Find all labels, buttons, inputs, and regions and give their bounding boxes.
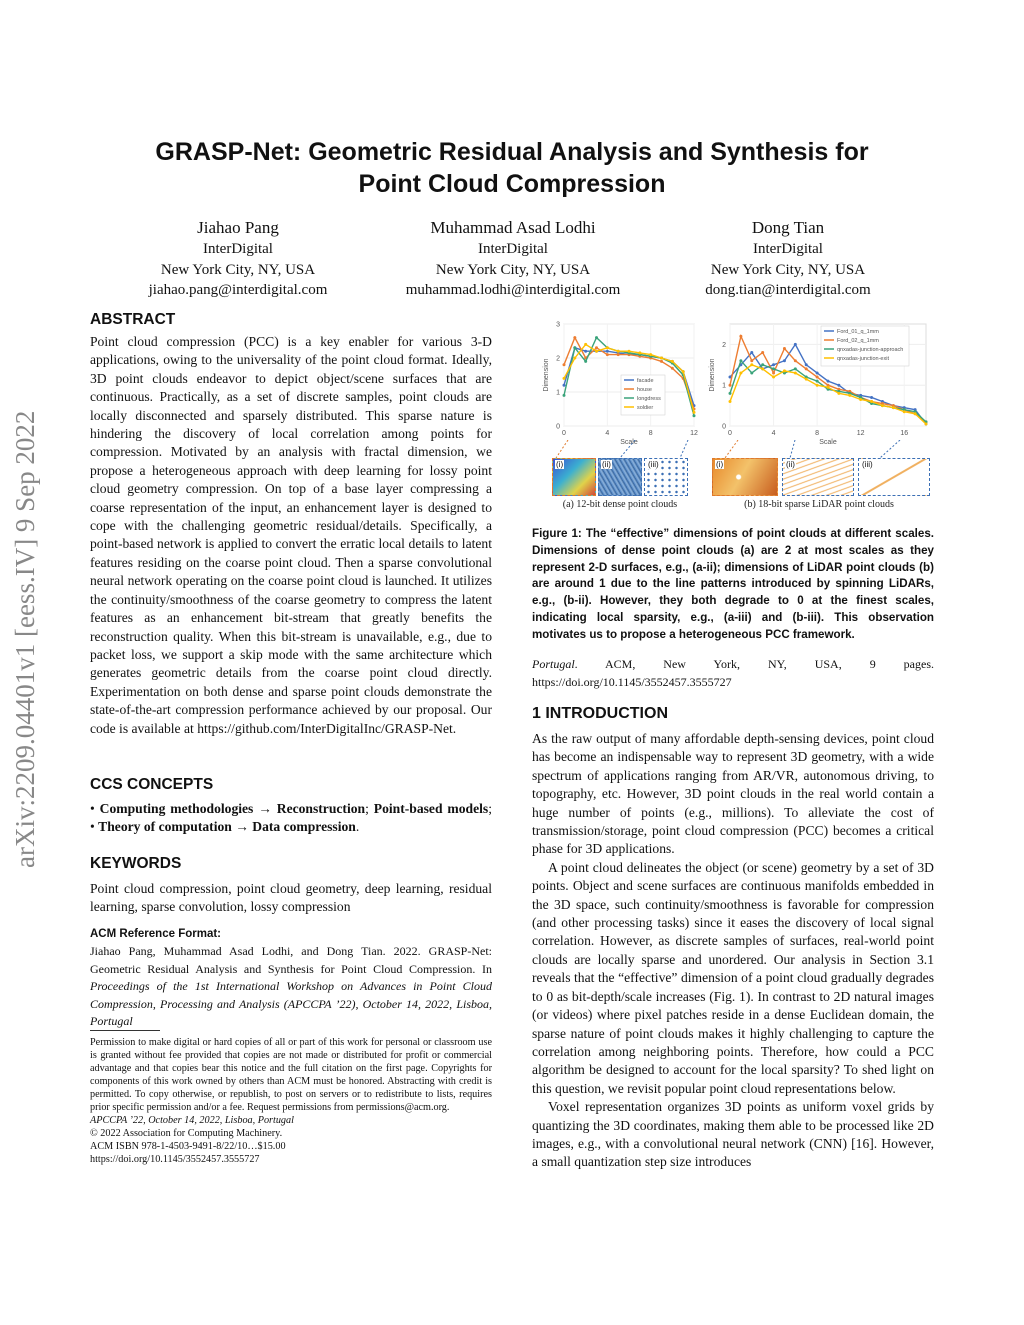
data-point (595, 346, 598, 349)
inset-b-iii (858, 458, 930, 496)
author-location: New York City, NY, USA (710, 261, 866, 278)
data-point (573, 357, 576, 360)
data-point (816, 371, 819, 374)
data-point (772, 367, 775, 370)
data-point (772, 363, 775, 366)
inset-connectors (540, 440, 940, 460)
data-point (729, 400, 732, 403)
data-point (837, 392, 840, 395)
data-point (671, 360, 674, 363)
permission-text: Permission to make digital or hard copies of all or part of this work for personal or classroom use is granted without fee provided that copies are not made or distributed for profit or commercial advantage and that copies bear this notice and the full citation on the first page. Copyrights for components of this work owned by others than ACM must be honored. Abstracting with credit is permitted. To copy otherwise, or republish, to post on servers or to redistribute to lists, requires prior specific permission and/or a fee. Request permissions from permissions@acm.org. (90, 1037, 492, 1113)
author-name: Jiahao Pang (197, 218, 279, 237)
data-point (750, 351, 753, 354)
inset-a-i (552, 458, 596, 496)
data-point (660, 360, 663, 363)
author-name: Muhammad Asad Lodhi (430, 218, 596, 237)
inset-label: (i) (716, 460, 724, 469)
legend-label: soldier (637, 405, 654, 411)
data-point (693, 414, 696, 417)
data-point (870, 400, 873, 403)
intro-heading: 1 INTRODUCTION (532, 705, 668, 722)
data-point (584, 350, 587, 353)
author-affiliation: InterDigital (753, 241, 823, 257)
acm-ref-publisher: . ACM, New York, NY, USA, 9 pages. https://doi.org/10.1145/3552457.3555727 (532, 657, 934, 689)
author-name: Dong Tian (751, 218, 825, 237)
author-block-3 (672, 217, 904, 301)
data-point (827, 380, 830, 383)
data-point (772, 376, 775, 379)
figure-1b-chart (706, 316, 932, 448)
inset-label: (iii) (862, 460, 873, 469)
data-point (739, 371, 742, 374)
intro-text (532, 730, 934, 1172)
author-email: jiahao.pang@interdigital.com (148, 282, 328, 298)
x-tick-label: 4 (771, 430, 776, 437)
data-point (816, 384, 819, 387)
inset-label: (ii) (602, 460, 611, 469)
data-point (729, 392, 732, 395)
x-tick-label: 4 (605, 430, 610, 437)
y-tick-label: 0 (556, 423, 560, 431)
data-point (794, 359, 797, 362)
author-affiliation: InterDigital (203, 241, 273, 257)
inset-b-ii (782, 458, 854, 496)
ccs-term: Theory of computation (98, 819, 232, 835)
acm-ref-venue: Proceedings of the 1st International Workshop on Advances in Point Cloud Compression, Processing and Analysis (APCCPA ’22), October 14, 2022, Lisboa, Portugal (90, 979, 492, 1028)
x-tick-label: 12 (690, 430, 698, 437)
arrow-glyph: → (235, 819, 249, 835)
legend-label: house (637, 387, 652, 393)
abstract-heading: ABSTRACT (90, 311, 176, 328)
data-point (892, 406, 895, 409)
inset-label: (iii) (648, 460, 659, 469)
x-tick-label: 0 (562, 430, 566, 437)
permission-venue: APCCPA ’22, October 14, 2022, Lisboa, Portugal (90, 1115, 294, 1126)
data-point (903, 410, 906, 413)
data-point (628, 350, 631, 353)
data-point (914, 412, 917, 415)
x-tick-label: 12 (856, 430, 865, 437)
data-point (805, 367, 808, 370)
data-point (761, 363, 764, 366)
data-point (563, 394, 566, 397)
acm-ref-heading: ACM Reference Format: (90, 928, 221, 940)
ccs-term: Reconstruction (276, 801, 366, 816)
data-point (638, 351, 641, 354)
intro-paragraph-3: Voxel representation organizes 3D points as uniform voxel grids by quantizing the 3D coordinates, making them able to be processed like 2D images, e.g., with a convolutional neural network (CNN) [16]. However, a small quantization step size introduces (532, 1099, 934, 1170)
legend-label: Ford_01_q_1mm (837, 329, 879, 335)
permission-block (90, 1036, 492, 1166)
data-point (761, 367, 764, 370)
y-tick-label: 1 (556, 389, 560, 397)
figure-1a-chart (540, 316, 700, 448)
data-point (783, 347, 786, 350)
acm-ref-continued (532, 656, 934, 691)
data-point (693, 411, 696, 414)
x-axis-label: Scale (819, 439, 837, 446)
keywords-text: Point cloud compression, point cloud geometry, deep learning, residual learning, sparse convolution, lossy compression (90, 881, 492, 915)
data-point (761, 351, 764, 354)
y-axis-label: Dimension (709, 358, 716, 392)
ccs-term: Data compression (252, 819, 356, 835)
title-line-2: Point Cloud Compression (358, 170, 666, 198)
data-point (848, 394, 851, 397)
data-point (739, 335, 742, 338)
legend-label: facade (637, 378, 654, 384)
data-point (584, 360, 587, 363)
data-point (870, 396, 873, 399)
data-point (794, 343, 797, 346)
author-block-1 (118, 217, 358, 301)
data-point (859, 398, 862, 401)
arxiv-stamp: arXiv:2209.04401v1 [eess.IV] 9 Sep 2022 (10, 410, 40, 868)
abstract-text: Point cloud compression (PCC) is a key enabler for various 3-D applications, owing to the universality of the point cloud format. Ideally, 3D point clouds endeavor to depict object/scene surfaces that are continuous. Practically, as a set of discrete samples, point clouds are locally disconnected and sparsely distributed. This sparse nature is hindering the discovery of local correlation among points for compression. Motivated by an analysis with fractal dimension, we propose a heterogeneous approach with deep learning for lossy point cloud geometry compression. On top of a base layer compressing a coarse representation of the input, an enhancement layer is designed to cope with the challenging geometric residual/details. Specifically, a point-based network is applied to convert the erratic local details to latent features residing on the coarse point cloud. Then a sparse convolutional neural network operating on the coarse point cloud is launched. It utilizes the continuity/smoothness of the coarse geometry to compress the latent features as an enhancement bit-stream that greatly benefits the reconstruction quality. When this bit-stream is unavailable, e.g., due to packet loss, we support a skip mode with the same architecture which generates geometric details from the coarse point cloud directly. Experimentation on both dense and sparse point clouds demonstrate the state-of-the-art compression performance achieved by our proposal. Our code is available at https://github.com/InterDigitalInc/GRASP-Net. (90, 334, 492, 736)
ccs-text: • Computing methodologies → Reconstruction; Point-based models; • Theory of computation → Data compression. (90, 801, 492, 835)
data-point (827, 386, 830, 389)
x-axis-label: Scale (620, 439, 638, 446)
figure-caption: Figure 1: The “effective” dimensions of point clouds at different scales. Dimensions of dense point clouds (a) are 2 at most scales as they represent 2-D surfaces, e.g., (a-ii); dimensions of LiDAR point clouds (b) are around 1 due to the line patterns introduced by spinning LiDARs, e.g., (b-ii). However, they both degrade to 0 at the finest scales, indicating local sparsity, e.g., (a-iii) and (b-iii). This observation motivates us to propose a heterogeneous PCC framework. (532, 527, 934, 641)
data-point (606, 350, 609, 353)
inset-label: (ii) (786, 460, 795, 469)
ccs-term: Point-based models (373, 801, 489, 816)
acm-ref-venue-tail: Portugal (532, 657, 575, 671)
data-point (739, 359, 742, 362)
y-tick-label: 3 (556, 321, 560, 329)
data-point (584, 343, 587, 346)
data-point (573, 336, 576, 339)
legend-label: longdress (637, 396, 661, 402)
acm-ref-text (90, 943, 492, 1031)
legend-label: Ford_02_q_1mm (837, 338, 879, 344)
keywords-heading: KEYWORDS (90, 855, 182, 872)
data-point (783, 369, 786, 372)
data-point (606, 346, 609, 349)
data-point (837, 384, 840, 387)
data-point (881, 404, 884, 407)
data-point (617, 350, 620, 353)
data-point (671, 367, 674, 370)
data-point (750, 359, 753, 362)
inset-a-ii (598, 458, 642, 496)
ccs-term: Computing methodologies (99, 801, 254, 816)
x-tick-label: 0 (728, 430, 732, 437)
permission-doi: https://doi.org/10.1145/3552457.3555727 (90, 1154, 260, 1165)
inset-a-iii (644, 458, 688, 496)
subcaption-b: (b) 18-bit sparse LiDAR point clouds (744, 499, 894, 510)
permission-copyright: © 2022 Association for Computing Machinery. (90, 1128, 283, 1139)
data-point (805, 378, 808, 381)
inset-label: (i) (556, 460, 564, 469)
acm-ref-authors: Jiahao Pang, Muhammad Asad Lodhi, and Dong Tian. 2022. GRASP-Net: Geometric Residual Analysis and Synthesis for Point Cloud Compression. In (90, 944, 492, 976)
x-tick-label: 8 (815, 430, 820, 437)
author-affiliation: InterDigital (478, 241, 548, 257)
data-point (805, 363, 808, 366)
subcaption-a: (a) 12-bit dense point clouds (562, 499, 678, 510)
y-tick-label: 2 (722, 341, 726, 349)
legend-label: qnxadas-junction-approach (837, 347, 904, 353)
data-point (750, 371, 753, 374)
data-point (816, 380, 819, 383)
author-location: New York City, NY, USA (435, 261, 591, 278)
intro-paragraph-2: A point cloud delineates the object (or scene) geometry by a set of 3D points. Object and scene surfaces are continuous manifolds embedded in the 3D space, such continuity/smoothness is favorable for compression (and other processing tasks) since it eases the discovery of local signal correlation. However, as discrete samples of surfaces, real-world point clouds are locally sparse and unordered. Our analysis in Section 3.1 reveals that the “effective” dimension of a point cloud gradually degrades to 0 as bit-depth/scale increases (Fig. 1). In contrast to 2D natural images (or videos) where pixel patches reside in a dense Euclidean domain, the sparse nature of point clouds makes it highly challenging to capture the correlation among neighboring points. Therefore, how could a PCC algorithm be designed to account for the local sparsity? To shed light on this question, we revisit popular point cloud representations below. (532, 859, 934, 1096)
arrow-glyph: → (258, 801, 272, 816)
inset-b-i (712, 458, 778, 496)
data-point (595, 350, 598, 353)
ccs-heading: CCS CONCEPTS (90, 776, 214, 793)
paper-title (80, 136, 944, 200)
data-point (794, 371, 797, 374)
y-tick-label: 2 (556, 355, 560, 363)
data-point (783, 359, 786, 362)
y-tick-label: 1 (722, 382, 726, 390)
author-email: muhammad.lodhi@interdigital.com (405, 282, 621, 298)
data-point (563, 377, 566, 380)
author-block-2 (378, 217, 648, 301)
data-point (682, 370, 685, 373)
data-point (617, 353, 620, 356)
data-point (925, 422, 928, 425)
legend-label: qnxadas-junction-exit (837, 356, 889, 362)
x-tick-label: 8 (648, 430, 653, 437)
data-point (573, 346, 576, 349)
author-location: New York City, NY, USA (160, 261, 316, 278)
intro-paragraph-1: As the raw output of many affordable depth-sensing devices, point cloud has become an indispensable way to represent 3D geometry, with a wide spectrum of applications ranging from AR/VR, autonomous driving, to topography, etc. However, 3D point clouds in the real world contain a huge number of points (e.g., millions). To alleviate the cost of transmission/storage, point cloud compression (PCC) becomes a critical phase for 3D applications. (532, 731, 934, 857)
data-point (649, 353, 652, 356)
y-tick-label: 0 (722, 423, 726, 431)
footnote-rule (90, 1030, 160, 1031)
data-point (563, 384, 566, 387)
data-point (794, 367, 797, 370)
data-point (606, 353, 609, 356)
data-point (729, 384, 732, 387)
data-point (816, 376, 819, 379)
y-axis-label: Dimension (543, 358, 550, 392)
data-point (772, 371, 775, 374)
author-email: dong.tian@interdigital.com (705, 282, 871, 298)
data-point (595, 336, 598, 339)
permission-isbn: ACM ISBN 978-1-4503-9491-8/22/10…$15.00 (90, 1141, 286, 1152)
title-line-1: GRASP-Net: Geometric Residual Analysis and Synthesis for (155, 138, 869, 166)
data-point (563, 363, 566, 366)
data-point (660, 357, 663, 360)
x-tick-label: 16 (900, 430, 909, 437)
data-point (750, 363, 753, 366)
